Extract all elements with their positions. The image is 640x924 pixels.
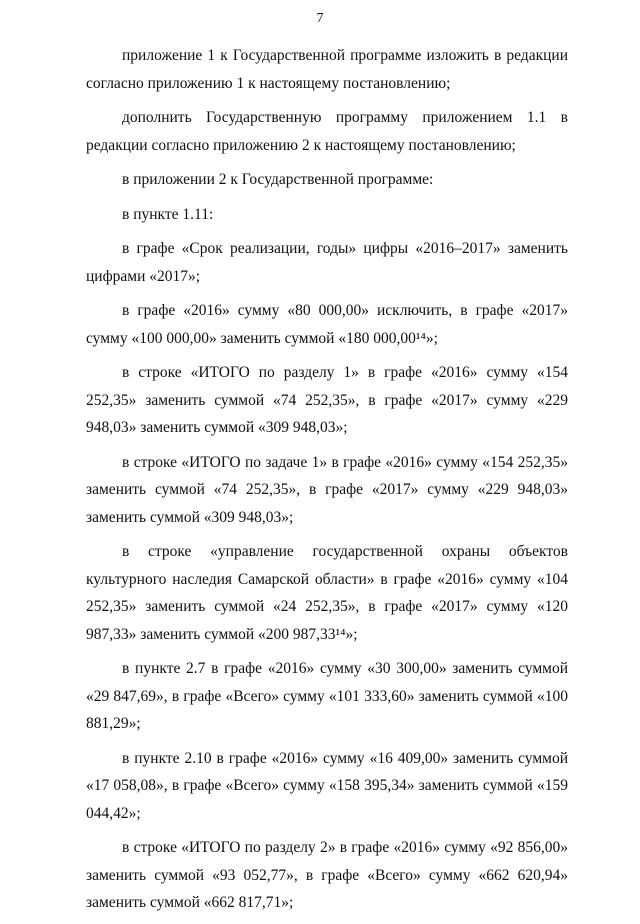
paragraph: в пункте 2.10 в графе «2016» сумму «16 409,00» заменить суммой «17 058,08», в графе «Всего» сумму «158 395,34» заменить суммой «159 044,42»;	[86, 749, 568, 822]
paragraph: приложение 1 к Государственной программе изложить в редакции согласно приложению 1 к настоящему постановлению;	[86, 47, 568, 92]
paragraph: в пункте 1.11:	[122, 205, 214, 223]
paragraph: в строке «ИТОГО по разделу 1» в графе «2016» сумму «154 252,35» заменить суммой «74 252,35», в графе «2017» сумму «229 948,03» заменить суммой «309 948,03»;	[86, 364, 568, 436]
paragraph: в строке «управление государственной охраны объектов культурного наследия Самарской области» в графе «2016» сумму «104 252,35» заменить суммой «24 252,35», в графе «2017» сумму «120 987,33» заменить суммой «200 987,33¹⁴»;	[86, 543, 568, 643]
document-body	[86, 42, 568, 924]
paragraph: в строке «ИТОГО по разделу 2» в графе «2016» сумму «92 856,00» заменить суммой «93 052,77», в графе «Всего» сумму «662 620,94» заменить суммой «662 817,71»;	[86, 839, 568, 911]
paragraph: в графе «2016» сумму «80 000,00» исключить, в графе «2017» сумму «100 000,00» заменить суммой «180 000,00¹⁴»;	[86, 302, 568, 347]
paragraph: в строке «ИТОГО по задаче 1» в графе «2016» сумму «154 252,35» заменить суммой «74 252,35», в графе «2017» сумму «229 948,03» заменить суммой «309 948,03»;	[86, 453, 568, 526]
paragraph: в графе «Срок реализации, годы» цифры «2016–2017» заменить цифрами «2017»;	[86, 240, 568, 285]
paragraph: в пункте 2.7 в графе «2016» сумму «30 300,00» заменить суммой «29 847,69», в графе «Всего» сумму «101 333,60» заменить суммой «100 881,29»;	[86, 660, 568, 732]
paragraph: в приложении 2 к Государственной программе:	[122, 171, 434, 188]
page-number: 7	[316, 11, 324, 26]
paragraph: дополнить Государственную программу приложением 1.1 в редакции согласно приложению 2 к настоящему постановлению;	[86, 109, 568, 154]
